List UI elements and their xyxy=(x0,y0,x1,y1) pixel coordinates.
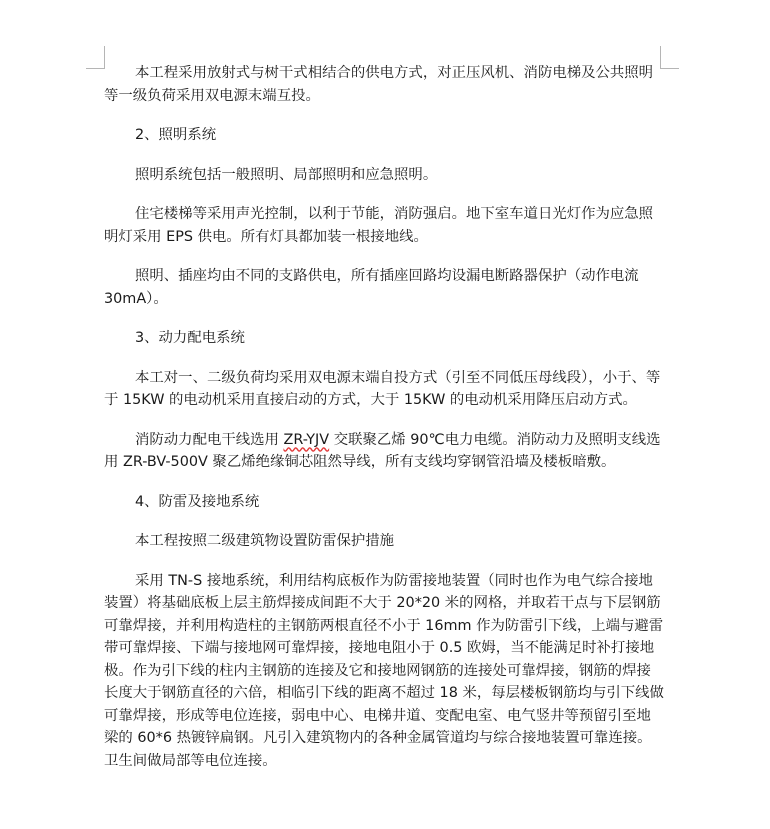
paragraph-lighting-types: 照明系统包括一般照明、局部照明和应急照明。 xyxy=(135,166,438,183)
spellcheck-marked-word[interactable]: ZR-YJV xyxy=(283,431,330,448)
fire-cable-text-b: 交联聚乙烯 90℃电力电缆。消防动力及照明支线选用 ZR-BV-500V 聚乙烯绝缘铜芯阻然导线，所有支线均穿钢管沿墙及楼板暗敷。 xyxy=(104,431,661,470)
heading-lightning-grounding: 4、防雷及接地系统 xyxy=(135,493,260,510)
paragraph-fire-power-cables xyxy=(104,429,664,474)
crop-mark-top-left xyxy=(86,46,105,69)
document-body[interactable] xyxy=(104,62,664,772)
paragraph-socket-circuits: 照明、插座均由不同的支路供电，所有插座回路均设漏电断路器保护（动作电流 30mA）。 xyxy=(104,268,644,307)
heading-power-distribution: 3、动力配电系统 xyxy=(135,330,245,346)
heading-lighting-system: 2、照明系统 xyxy=(135,127,217,143)
paragraph-dual-power: 本工对一、二级负荷均采用双电源末端自投方式（引至不同低压母线段），小于、等于 15KW 的电动机采用直接启动的方式，大于 15KW 的电动机采用降压启动方式。 xyxy=(104,369,661,408)
paragraph-lightning-class: 本工程按照二级建筑物设置防雷保护措施 xyxy=(135,533,395,549)
fire-cable-text-a: 消防动力配电干线选用 xyxy=(135,431,284,448)
paragraph-grounding-details: 采用 TN-S 接地系统，利用结构底板作为防雷接地装置（同时也作为电气综合接地装置）将基础底板上层主筋焊接成间距不大于 20*20 米的网格，并取若干点与下层钢筋可靠焊接，并利用构造柱的主钢筋两根直径不小于 16mm 作为防雷引下线，上端与避雷带可靠焊接、下端与接地网可靠焊接，接地电阻小于 0.5 欧姆，当不能满足时补打接地极。作为引下线的柱内主钢筋的连接及它和接地网钢筋的连接处可靠焊接，钢筋的焊接长度大于钢筋直径的六倍，相临引下线的距离不超过 18 米，每层楼板钢筋均与引下线做可靠焊接，形成等电位连接，弱电中心、电梯井道、变配电室、电气竖井等预留引至地梁的 60*6 热镀锌扁钢。凡引入建筑物内的各种金属管道均与综合接地装置可靠连接。卫生间做局部等电位连接。 xyxy=(104,572,664,769)
paragraph-stair-lighting: 住宅楼梯等采用声光控制，以利于节能，消防强启。地下室车道日光灯作为应急照明灯采用 EPS 供电。所有灯具都加装一根接地线。 xyxy=(104,206,654,245)
paragraph-power-supply-mode: 本工程采用放射式与树干式相结合的供电方式，对正压风机、消防电梯及公共照明等一级负荷采用双电源末端互投。 xyxy=(104,65,654,104)
